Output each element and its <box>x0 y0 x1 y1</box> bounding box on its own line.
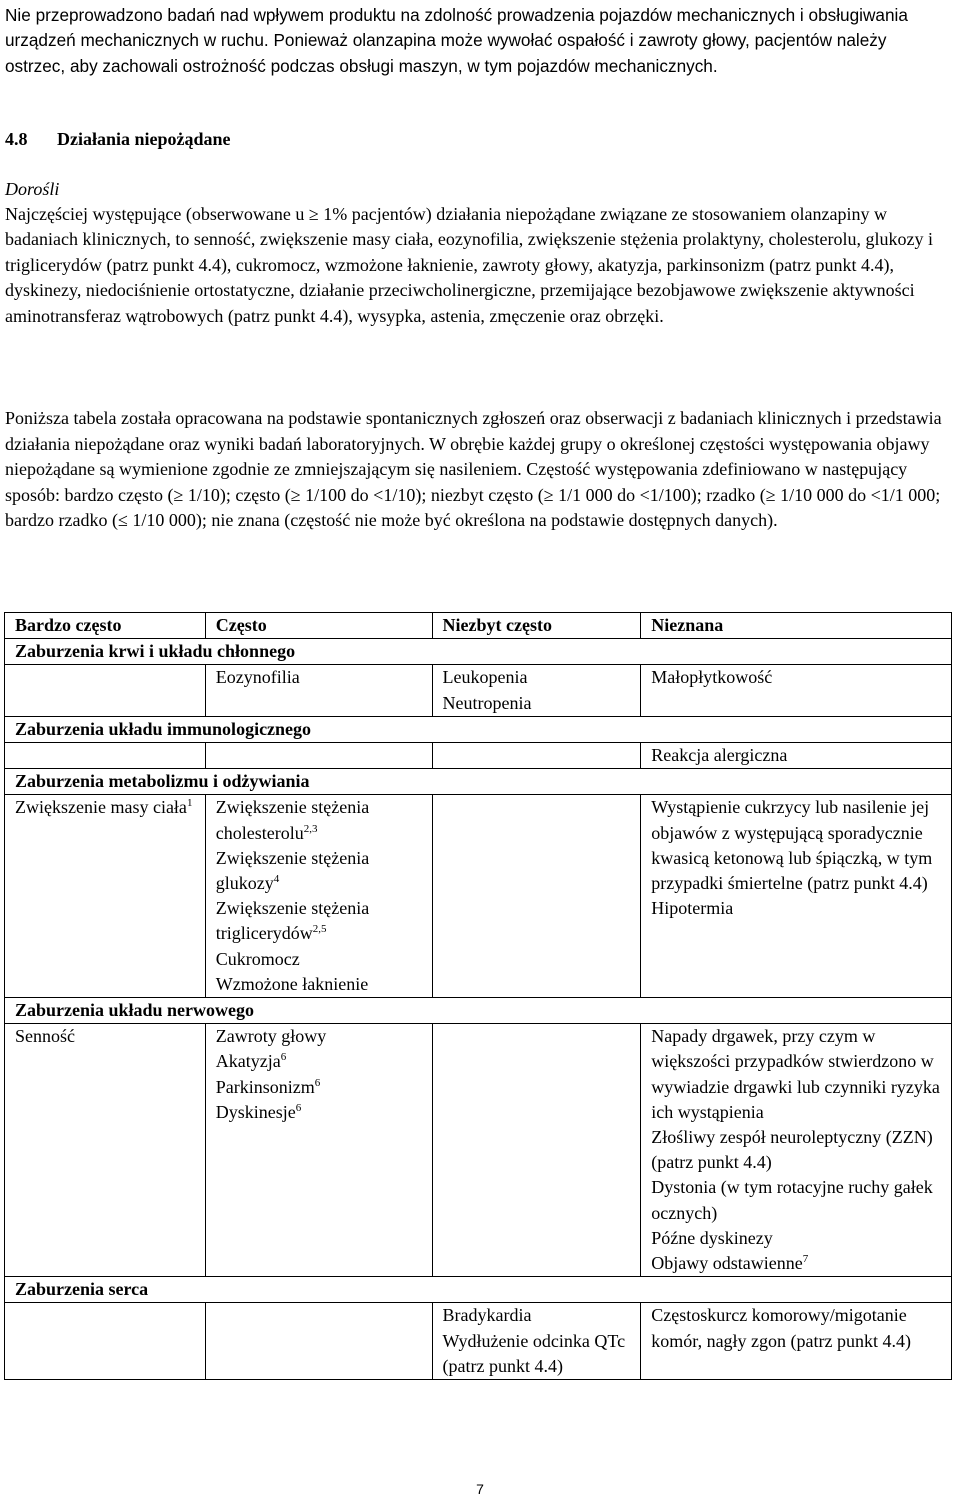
cell-line: Zwiększenie stężenia glukozy$^4$ <box>215 847 370 894</box>
cell-line: Dyskinesje$^6$ <box>215 1101 302 1122</box>
table-cell <box>5 665 206 716</box>
paragraph-frequency-definitions: Poniższa tabela została opracowana na podstawie spontanicznych zgłoszeń oraz obserwacji z badaniach klinicznych i przedstawia działania niepożądane oraz wyniki badań laboratoryjnych. W obrębie każdej grupy o określonej częstości występowania objawy niepożądane są wymienione zgodnie ze zmniejszającym się nasileniem. Częstość występowania zdefiniowano w następujący sposób: bardzo często (≥ 1/10); często (≥ 1/100 do <1/10); niezbyt często (≥ 1/1 000 do <1/100); rzadko (≥ 1/10 000 do <1/1 000; bardzo rzadko (≤ 1/10 000); nie znana (częstość nie może być określona na podstawie dostępnych danych). <box>5 408 942 531</box>
table-row <box>5 998 952 1024</box>
table-cell <box>432 795 641 998</box>
table-row <box>5 665 952 716</box>
header-unknown: Nieznana <box>641 613 952 639</box>
soc-nervous: Zaburzenia układu nerwowego <box>5 998 952 1024</box>
table-cell <box>5 743 206 769</box>
table-cell: Eozynofilia <box>205 665 432 716</box>
cell-line: Zwiększenie stężenia triglicerydów$^{2,5}$ <box>215 898 370 944</box>
table-cell <box>205 795 432 998</box>
soc-blood: Zaburzenia krwi i układu chłonnego <box>5 639 952 665</box>
table-row <box>5 795 952 998</box>
table-cell <box>205 743 432 769</box>
intro-paragraph: Nie przeprowadzono badań nad wpływem produktu na zdolność prowadzenia pojazdów mechanicznych i obsługiwania urządzeń mechanicznych w ruchu. Ponieważ olanzapina może wywołać ospałość i zawroty głowy, pacjentów należy ostrzec, aby zachowali ostrożność podczas obsługi maszyn, w tym pojazdów mechanicznych. <box>5 5 908 76</box>
table-row <box>5 769 952 795</box>
cell-line: Zwiększenie stężenia cholesterolu$^{2,3}$ <box>215 797 370 843</box>
cell-line: Wydłużenie odcinka QTc (patrz punkt 4.4) <box>442 1330 626 1376</box>
cell-text: Zwiększenie masy ciała <box>15 797 187 818</box>
page-number: 7 <box>476 1481 484 1497</box>
footnote-ref: 1 <box>186 797 193 810</box>
table-row <box>5 1277 952 1303</box>
footnote-ref: 6 <box>314 1076 321 1089</box>
footnote-ref: 2,5 <box>312 923 327 936</box>
table-cell <box>432 1303 641 1380</box>
table-cell <box>205 1303 432 1380</box>
cell-line: Hipotermia <box>651 898 734 919</box>
cell-line: Złośliwy zespół neuroleptyczny (ZZN) (patrz punkt 4.4) <box>651 1127 933 1173</box>
footnote-ref: 6 <box>280 1051 287 1064</box>
table-row <box>5 1303 952 1380</box>
table-cell: Małopłytkowość <box>641 665 952 716</box>
footnote-ref: 4 <box>273 873 280 886</box>
table-cell <box>5 795 206 998</box>
table-row <box>5 639 952 665</box>
table-row <box>5 716 952 742</box>
table-cell: Senność <box>5 1024 206 1277</box>
header-uncommon: Niezbyt często <box>432 613 641 639</box>
header-very-common: Bardzo często <box>5 613 206 639</box>
cell-line: Napady drgawek, przy czym w większości przypadków stwierdzono w wywiadzie drgawki lub czynniki ryzyka ich wystąpienia <box>651 1026 940 1122</box>
soc-immune: Zaburzenia układu immunologicznego <box>5 716 952 742</box>
table-cell <box>432 1024 641 1277</box>
soc-metabolic: Zaburzenia metabolizmu i odżywiania <box>5 769 952 795</box>
footnote-ref: 2,3 <box>303 822 318 835</box>
cell-line: Późne dyskinezy <box>651 1227 773 1248</box>
table-header-row <box>5 613 952 639</box>
cell-line: Neutropenia <box>442 692 532 713</box>
cell-line: Zawroty głowy <box>215 1026 327 1047</box>
cell-line: Parkinsonizm$^6$ <box>215 1076 321 1097</box>
cell-line: Wzmożone łaknienie <box>215 973 369 994</box>
table-cell <box>5 1303 206 1380</box>
section-number: 4.8 <box>5 129 28 149</box>
cell-line: Objawy odstawienne$^7$ <box>651 1253 809 1274</box>
table-cell <box>641 795 952 998</box>
footnote-ref: 7 <box>802 1253 809 1266</box>
header-common: Często <box>205 613 432 639</box>
table-cell <box>432 665 641 716</box>
adverse-reactions-table <box>4 612 952 1380</box>
cell-line: Wystąpienie cukrzycy lub nasilenie jej objawów z występującą sporadycznie kwasicą ketonową lub śpiączką, w tym przypadki śmiertelne (patrz punkt 4.4) <box>651 797 933 894</box>
table-cell: Częstoskurcz komorowy/migotanie komór, nagły zgon (patrz punkt 4.4) <box>641 1303 952 1380</box>
table-cell <box>641 1024 952 1277</box>
cell-line: Dystonia (w tym rotacyjne ruchy gałek ocznych) <box>651 1177 933 1223</box>
cell-line: Akatyzja$^6$ <box>215 1051 287 1072</box>
table-cell: Reakcja alergiczna <box>641 743 952 769</box>
section-title: Działania niepożądane <box>57 129 231 149</box>
table-row <box>5 1024 952 1277</box>
cell-line: Leukopenia <box>442 667 528 688</box>
table-cell <box>205 1024 432 1277</box>
paragraph-common-reactions: Najczęściej występujące (obserwowane u ≥ 1% pacjentów) działania niepożądane związane ze stosowaniem olanzapiny w badaniach klinicznych, to senność, zwiększenie masy ciała, eozynofilia, zwiększenie stężenia prolaktyny, cholesterolu, glukozy i triglicerydów (patrz punkt 4.4), cukromocz, wzmożone łaknienie, zawroty głowy, akatyzja, parkinsonizm (patrz punkt 4.4), dyskinezy, niedociśnienie ortostatyczne, działanie przeciwcholinergiczne, przemijające bezobjawowe zwiększenie aktywności aminotransferaz wątrobowych (patrz punkt 4.4), wysypka, astenia, zmęczenie oraz obrzęki. <box>5 204 933 326</box>
table-row <box>5 743 952 769</box>
section-heading <box>5 126 231 152</box>
soc-cardiac: Zaburzenia serca <box>5 1277 952 1303</box>
footnote-ref: 6 <box>295 1101 302 1114</box>
subheading-adults: Dorośli <box>5 179 60 199</box>
cell-line: Bradykardia <box>442 1305 532 1326</box>
table-cell <box>432 743 641 769</box>
cell-line: Cukromocz <box>215 948 300 969</box>
